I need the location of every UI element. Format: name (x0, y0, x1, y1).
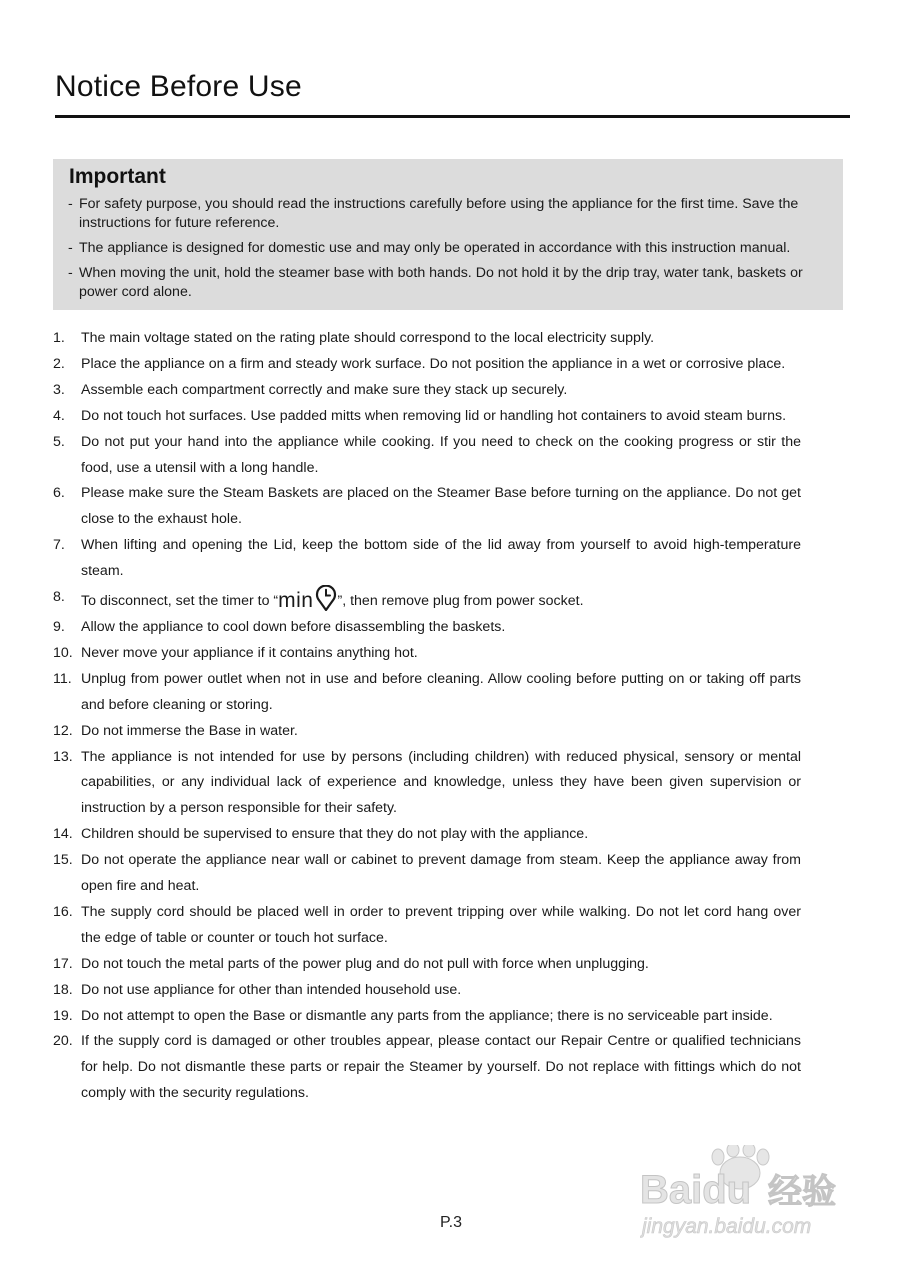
important-item (68, 195, 827, 233)
min-glyph: min (278, 589, 314, 613)
watermark-brand-cn: 经验 (768, 1172, 836, 1212)
bullet: - (68, 196, 73, 212)
rule-item (53, 378, 801, 404)
rule-item (53, 667, 801, 719)
rule-text: Do not operate the appliance near wall or cabinet to prevent damage from steam. Keep the appliance away from open fire and heat. (81, 852, 801, 895)
rule-number: 8. (53, 589, 65, 606)
rule-item (53, 430, 801, 482)
rule-item (53, 585, 801, 615)
rule-item (53, 745, 801, 823)
bullet: - (68, 240, 73, 256)
rule-number: 1. (53, 330, 65, 346)
important-item (68, 239, 827, 258)
rule-text: Unplug from power outlet when not in use and before cleaning. Allow cooling before putting on or taking off parts and before cleaning or storing. (81, 670, 801, 713)
rule-item (53, 533, 801, 585)
rule-item (53, 822, 801, 848)
page-title: Notice Before Use (55, 70, 302, 103)
rule-text: If the supply cord is damaged or other troubles appear, please contact our Repair Centre or qualified technicians for help. Do not dismantle these parts or repair the Steamer by yourself. Do not replace with fittings which do not comply with the security regulations. (81, 1033, 801, 1102)
baidu-paw-logo-icon (640, 1145, 855, 1240)
page-number: P.3 (440, 1214, 462, 1231)
rule-text: Allow the appliance to cool down before disassembling the baskets. (81, 618, 506, 635)
rule-number: 16. (53, 903, 73, 920)
rule-number: 2. (53, 355, 65, 372)
rule-number: 9. (53, 618, 65, 635)
important-item-text: When moving the unit, hold the steamer base with both hands. Do not hold it by the drip tray, water tank, baskets or power cord alone. (79, 265, 803, 300)
rule-item (53, 641, 801, 667)
rule-text: The main voltage stated on the rating plate should correspond to the local electricity supply. (81, 330, 655, 346)
watermark-brand: Baidu (640, 1168, 752, 1212)
rule-number: 10. (53, 644, 73, 661)
rule-number: 6. (53, 485, 65, 502)
important-item (68, 264, 827, 302)
rule-number: 15. (53, 852, 73, 869)
rule-number: 11. (53, 670, 72, 687)
rule-number: 20. (53, 1033, 73, 1050)
timer-location-icon (315, 585, 337, 611)
rule-item (53, 615, 801, 641)
rule-number: 7. (53, 537, 65, 554)
rule-item (53, 900, 801, 952)
rule-item (53, 719, 801, 745)
rule-text: The appliance is not intended for use by persons (including children) with reduced physical, sensory or mental capabilities, or any individual lack of experience and knowledge, unless they have been given supervision or instruction by a person responsible for their safety. (81, 748, 801, 817)
important-heading: Important (69, 165, 166, 188)
rule-text: Do not put your hand into the appliance while cooking. If you need to check on the cooking progress or stir the food, use a utensil with a long handle. (81, 433, 801, 476)
rule-text: Never move your appliance if it contains anything hot. (81, 644, 418, 661)
rule-item (53, 978, 801, 1004)
rule-number: 19. (53, 1007, 73, 1024)
rule-item (53, 326, 801, 352)
rule-item (53, 404, 801, 430)
rule-text: Assemble each compartment correctly and make sure they stack up securely. (81, 381, 568, 398)
rule-text: Do not immerse the Base in water. (81, 722, 298, 739)
rule-item (53, 848, 801, 900)
rule-number: 3. (53, 381, 65, 398)
rule-text: Place the appliance on a firm and steady work surface. Do not position the appliance in a wet or corrosive place. (81, 355, 786, 372)
bullet: - (68, 265, 73, 281)
rule-number: 4. (53, 407, 65, 424)
rule-item (53, 1029, 801, 1107)
rule-number: 5. (53, 433, 65, 450)
rule-number: 12. (53, 722, 73, 739)
rule-text: Do not touch the metal parts of the power plug and do not pull with force when unplugging. (81, 955, 649, 972)
rule-text: Please make sure the Steam Baskets are placed on the Steamer Base before turning on the appliance. Do not get close to the exhaust hole. (81, 485, 801, 528)
rule-number: 13. (53, 748, 73, 765)
watermark-url: jingyan.baidu.com (642, 1215, 812, 1238)
rule-item (53, 952, 801, 978)
rule-item (53, 352, 801, 378)
rule-text: When lifting and opening the Lid, keep the bottom side of the lid away from yourself to avoid high-temperature steam. (81, 537, 801, 580)
rule-text: Children should be supervised to ensure that they do not play with the appliance. (81, 826, 589, 843)
rule-item (53, 481, 801, 533)
rule-item (53, 1004, 801, 1030)
rule-number: 17. (53, 955, 73, 972)
rule-text: Do not use appliance for other than intended household use. (81, 981, 462, 998)
safety-rules-list (53, 326, 801, 1107)
rule-text: The supply cord should be placed well in order to prevent tripping over while walking. Do not let cord hang over the edge of table or counter or touch hot surface. (81, 903, 801, 946)
important-box (53, 159, 843, 310)
title-rule (55, 115, 850, 118)
rule-text-after: ”, then remove plug from power socket. (337, 593, 584, 610)
rule-text-before: To disconnect, set the timer to “ (81, 593, 279, 610)
important-item-text: The appliance is designed for domestic use and may only be operated in accordance with this instruction manual. (79, 240, 791, 256)
rule-text: Do not touch hot surfaces. Use padded mitts when removing lid or handling hot containers to avoid steam burns. (81, 407, 787, 424)
important-item-text: For safety purpose, you should read the instructions carefully before using the appliance for the first time. Save the instructions for future reference. (79, 196, 799, 231)
rule-number: 14. (53, 826, 73, 843)
rule-text: Do not attempt to open the Base or dismantle any parts from the appliance; there is no serviceable part inside. (81, 1007, 773, 1024)
rule-number: 18. (53, 981, 73, 998)
